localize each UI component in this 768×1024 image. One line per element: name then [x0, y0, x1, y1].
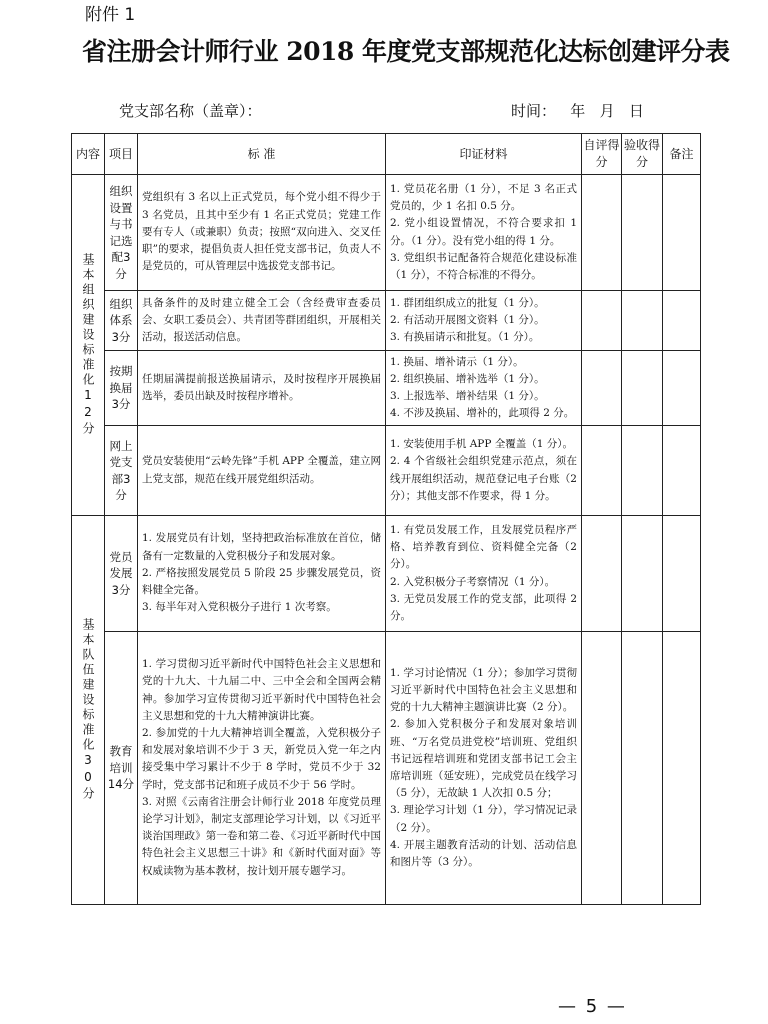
standard-cell: 具备条件的及时建立健全工会（含经费审查委员会、女职工委员会）、共青团等群团组织，开展相关活动，报送活动信息。 — [138, 291, 386, 351]
standard-cell: 党员安装使用“云岭先锋”手机 APP 全覆盖，建立网上党支部，规范在线开展党组织活动。 — [138, 426, 386, 516]
evidence-cell: 1. 群团组织成立的批复（1 分）。 2. 有活动开展图文资料（1 分）。 3. 有换届请示和批复。（1 分）。 — [386, 291, 582, 351]
evidence-cell: 1. 安装使用手机 APP 全覆盖（1 分）。 2. 4 个省级社会组织党建示范点，须在线开展组织活动，规范登记电子台账（2 分）；其他支部不作要求，得 1 分。 — [386, 426, 582, 516]
self-score-cell[interactable] — [582, 426, 622, 516]
col-note: 备注 — [663, 134, 701, 175]
item-cell: 网上党支部3分 — [105, 426, 138, 516]
evidence-cell: 1. 有党员发展工作，且发展党员程序严格、培养教育到位、资料健全完备（2 分）。 2. 入党积极分子考察情况（1 分）。 3. 无党员发展工作的党支部，此项得 2 分。 — [386, 516, 582, 632]
group-label: 基本队伍建设标准化30分 — [81, 618, 95, 802]
page-title: 省注册会计师行业 2018 年度党支部规范化达标创建评分表 — [82, 37, 730, 66]
self-score-cell[interactable] — [582, 516, 622, 632]
item-cell: 党员发展3分 — [105, 516, 138, 632]
note-cell[interactable] — [663, 632, 701, 905]
standard-cell: 任期届满提前报送换届请示，及时按程序开展换届选举，委员出缺及时按程序增补。 — [138, 351, 386, 426]
page-number: — 5 — — [558, 996, 627, 1017]
header-row — [72, 134, 701, 175]
item-cell: 组织体系3分 — [105, 291, 138, 351]
col-self-score: 自评得分 — [582, 134, 622, 175]
evidence-cell: 1. 换届、增补请示（1 分）。 2. 组织换届、增补选举（1 分）。 3. 上报选举、增补结果（1 分）。 4. 不涉及换届、增补的，此项得 2 分。 — [386, 351, 582, 426]
col-evidence: 印证材料 — [386, 134, 582, 175]
note-cell[interactable] — [663, 291, 701, 351]
item-cell: 教育培训14分 — [105, 632, 138, 905]
table-row — [72, 175, 701, 291]
col-item: 项目 — [105, 134, 138, 175]
self-score-cell[interactable] — [582, 175, 622, 291]
score-table — [71, 133, 701, 905]
standard-cell: 1. 发展党员有计划，坚持把政治标准放在首位，储备有一定数量的入党积极分子和发展对象。 2. 严格按照发展党员 5 阶段 25 步骤发展党员，资料健全完备。 3. 每半年对入党积极分子进行 1 次考察。 — [138, 516, 386, 632]
check-score-cell[interactable] — [622, 291, 663, 351]
note-cell[interactable] — [663, 351, 701, 426]
check-score-cell[interactable] — [622, 632, 663, 905]
evidence-cell: 1. 学习讨论情况（1 分）；参加学习贯彻习近平新时代中国特色社会主义思想和党的十九大精神主题演讲比赛（2 分）。 2. 参加入党积极分子和发展对象培训班、“万名党员进党校”培训班、党组织书记远程培训班和党团支部书记工会主席培训班（延安班），完成党员在线学习（5 分），无故缺 1 人次扣 0.5 分； 3. 理论学习计划（1 分），学习情况记录（2 分）。 4. 开展主题教育活动的计划、活动信息和图片等（3 分）。 — [386, 632, 582, 905]
self-score-cell[interactable] — [582, 351, 622, 426]
org-name-label: 党支部名称（盖章）： — [119, 102, 262, 120]
self-score-cell[interactable] — [582, 632, 622, 905]
attachment-label: 附件 1 — [85, 5, 136, 25]
check-score-cell[interactable] — [622, 175, 663, 291]
item-cell: 按期换届3分 — [105, 351, 138, 426]
self-score-cell[interactable] — [582, 291, 622, 351]
note-cell[interactable] — [663, 426, 701, 516]
group-label-cell — [72, 175, 105, 516]
col-standard: 标 准 — [138, 134, 386, 175]
standard-cell: 1. 学习贯彻习近平新时代中国特色社会主义思想和党的十九大、十九届二中、三中全会和全国两会精神。参加学习宣传贯彻习近平新时代中国特色社会主义思想和党的十九大精神演讲比赛。 2. 参加党的十九大精神培训全覆盖，入党积极分子和发展对象培训不少于 3 天，新党员入党一年之内接受集中学习累计不少于 8 学时，党员不少于 32 学时，党支部书记和班子成员不少于 56 学时。 3. 对照《云南省注册会计师行业 2018 年度党员理论学习计划》，制定支部理论学习计划，以《习近平谈治国理政》第一卷和第二卷、《习近平新时代中国特色社会主义思想三十讲》和《新时代面对面》等权威读物为基本教材，按计划开展专题学习。 — [138, 632, 386, 905]
check-score-cell[interactable] — [622, 516, 663, 632]
col-check-score: 验收得分 — [622, 134, 663, 175]
table-row — [72, 291, 701, 351]
table-row — [72, 351, 701, 426]
note-cell[interactable] — [663, 516, 701, 632]
check-score-cell[interactable] — [622, 351, 663, 426]
check-score-cell[interactable] — [622, 426, 663, 516]
table-row — [72, 426, 701, 516]
note-cell[interactable] — [663, 175, 701, 291]
table-row — [72, 632, 701, 905]
date-label: 时间： 年 月 日 — [511, 102, 644, 120]
evidence-cell: 1. 党员花名册（1 分），不足 3 名正式党员的，少 1 名扣 0.5 分。 2. 党小组设置情况，不符合要求扣 1 分。（1 分）。没有党小组的得 1 分。 3. 党组织书记配备符合规范化建设标准（1 分），不符合标准的不得分。 — [386, 175, 582, 291]
col-content: 内容 — [72, 134, 105, 175]
item-cell: 组织设置与书记选配3分 — [105, 175, 138, 291]
standard-cell: 党组织有 3 名以上正式党员，每个党小组不得少于 3 名党员，且其中至少有 1 名正式党员；党建工作要有专人（或兼职）负责；按照“双向进入、交叉任职”的要求，提倡负责人担任党支部书记，负责人不是党员的，可从管理层中选拔党支部书记。 — [138, 175, 386, 291]
group-label: 基本组织建设标准化12分 — [81, 253, 95, 437]
group-label-cell — [72, 516, 105, 905]
table-row — [72, 516, 701, 632]
